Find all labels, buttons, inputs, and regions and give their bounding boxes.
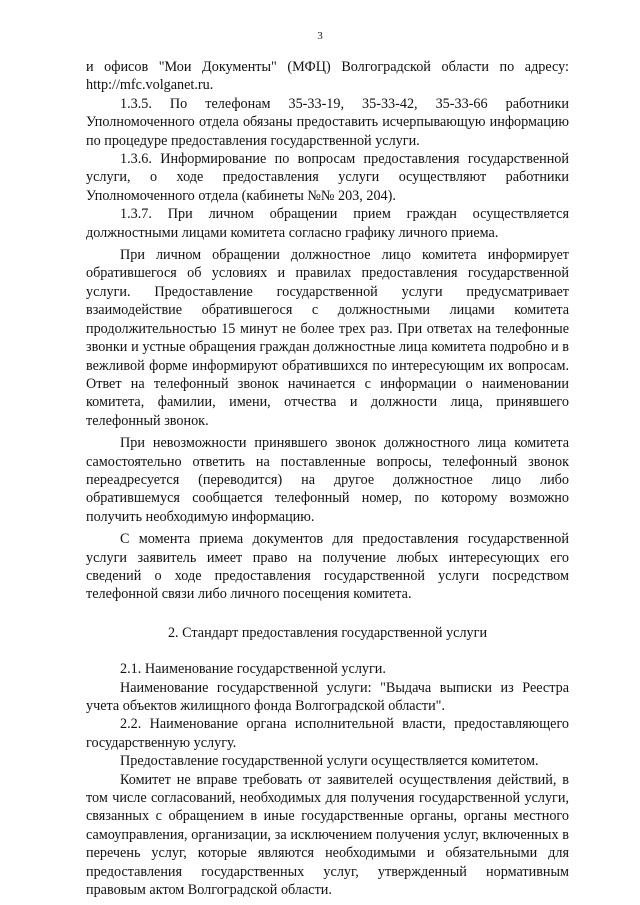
paragraph-mfc-address: и офисов "Мои Документы" (МФЦ) Волгоградской области по адресу: http://mfc.volganet.ru. — [86, 59, 569, 94]
paragraph-applicant-rights: С момента приема документов для предоставления государственной услуги заявитель имеет право на получение любых интересующих его сведений о ходе предоставления государственной услуги посредством телефонной связи либо личного посещения комитета. — [86, 531, 569, 603]
page-number: 3 — [317, 30, 323, 42]
paragraph-1-3-6: 1.3.6. Информирование по вопросам предоставления государственной услуги, о ходе предоставления услуги осуществляют работники Уполномоченного отдела (кабинеты №№ 203, 204). — [86, 151, 569, 204]
paragraph-committee-restrictions: Комитет не вправе требовать от заявителей осуществления действий, в том числе согласований, необходимых для получения государственной услуги, связанных с обращением в иные государственные органы, органы местного самоуправления, организации, за исключением получения услуг, включенных в перечень услуг, которые являются необходимыми и обязательными для предоставления государственных услуг, утвержденный нормативным правовым актом Волгоградской области. — [86, 771, 569, 899]
paragraph-1-3-5: 1.3.5. По телефонам 35-33-19, 35-33-42, 35-33-66 работники Уполномоченного отдела обязаны предоставить исчерпывающую информацию по процедуре предоставления государственной услуги. — [86, 95, 569, 149]
section-heading-2: 2. Стандарт предоставления государственной услуги — [167, 624, 488, 641]
document-body — [86, 58, 569, 899]
paragraph-1-3-7: 1.3.7. При личном обращении прием граждан осуществляется должностными лицами комитета согласно графику личного приема. — [86, 206, 569, 241]
paragraph-2-2: 2.2. Наименование органа исполнительной власти, предоставляющего государственную услугу. — [86, 716, 569, 751]
paragraph-provider: Предоставление государственной услуги осуществляется комитетом. — [120, 753, 539, 770]
paragraph-personal-visit: При личном обращении должностное лицо комитета информирует обратившегося об условиях и правилах предоставления государственной услуги. Предоставление государственной услуги предусматривает взаимодействие обратившегося с должностными лицами комитета продолжительностью 15 минут не более трех раз. При ответах на телефонные звонки и устные обращения граждан должностные лица комитета подробно и в вежливой форме информируют обратившихся по интересующим их вопросам. Ответ на телефонный звонок начинается с информации о наименовании комитета, фамилии, имени, отчества и должности лица, принявшего телефонный звонок. — [86, 247, 569, 429]
paragraph-2-1: 2.1. Наименование государственной услуги. — [120, 661, 386, 678]
paragraph-service-name: Наименование государственной услуги: "Выдача выписки из Реестра учета объектов жилищного фонда Волгоградской области". — [86, 679, 569, 714]
paragraph-call-redirect: При невозможности принявшего звонок должностного лица комитета самостоятельно ответить на поставленные вопросы, телефонный звонок переадресуется (переводится) на другое должностное лицо либо обратившемуся сообщается телефонный номер, по которому возможно получить необходимую информацию. — [86, 435, 569, 525]
